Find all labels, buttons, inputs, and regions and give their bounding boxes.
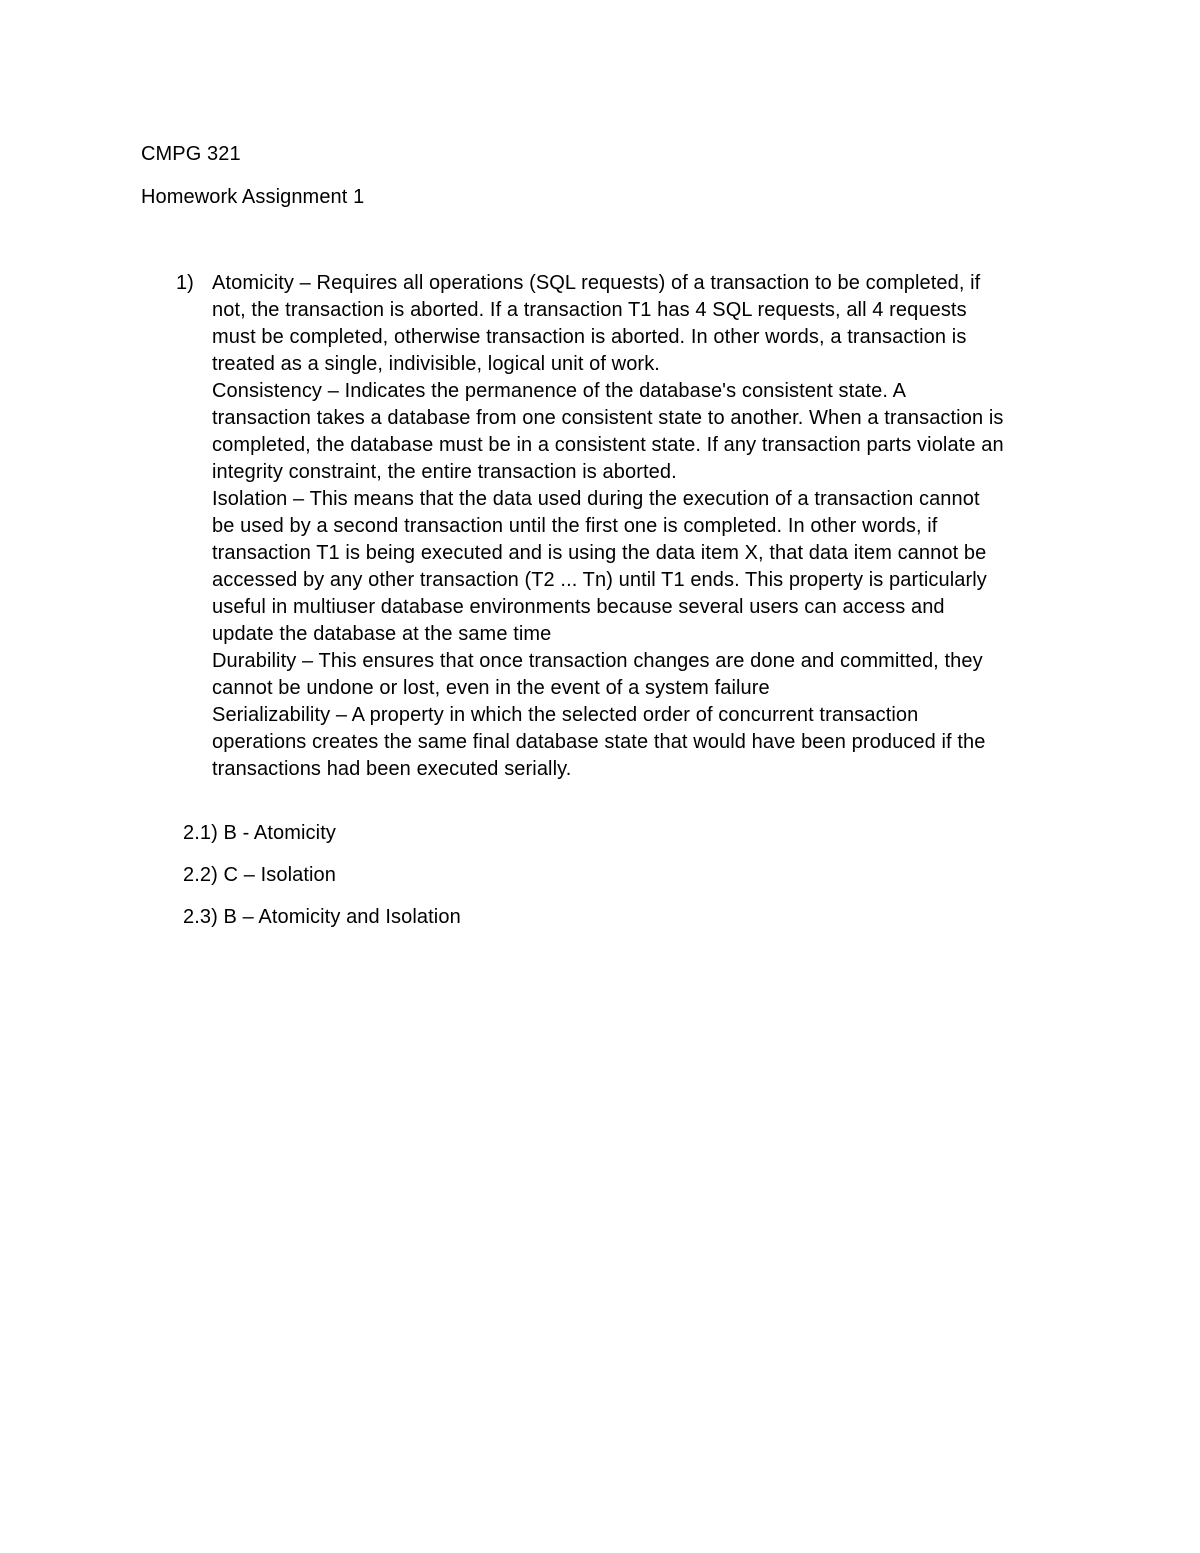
answer-line: Consistency – Indicates the permanence of the database's consistent state. A: [212, 380, 907, 402]
answer-line: transactions had been executed serially.: [212, 758, 572, 780]
question-1-answer: [212, 270, 1072, 783]
answer-line: not, the transaction is aborted. If a transaction T1 has 4 SQL requests, all 4 requests: [212, 299, 967, 321]
answer-2-3: 2.3) B – Atomicity and Isolation: [183, 906, 461, 928]
answer-line: transaction takes a database from one consistent state to another. When a transaction is: [212, 407, 1004, 429]
answer-line: Atomicity – Requires all operations (SQL requests) of a transaction to be completed, if: [212, 272, 981, 294]
answer-line: operations creates the same final database state that would have been produced if the: [212, 731, 986, 753]
course-code: CMPG 321: [141, 143, 241, 165]
answer-line: treated as a single, indivisible, logical unit of work.: [212, 353, 660, 375]
assignment-title: Homework Assignment 1: [141, 186, 365, 208]
answer-line: Durability – This ensures that once transaction changes are done and committed, they: [212, 650, 983, 672]
question-1-number: 1): [176, 272, 194, 294]
answer-line: useful in multiuser database environments because several users can access and: [212, 596, 945, 618]
answer-line: transaction T1 is being executed and is using the data item X, that data item cannot be: [212, 542, 987, 564]
answer-line: Serializability – A property in which the selected order of concurrent transaction: [212, 704, 919, 726]
answer-line: be used by a second transaction until the first one is completed. In other words, if: [212, 515, 938, 537]
answer-line: update the database at the same time: [212, 623, 552, 645]
answer-line: accessed by any other transaction (T2 ... Tn) until T1 ends. This property is particularly: [212, 569, 987, 591]
answer-line: integrity constraint, the entire transaction is aborted.: [212, 461, 677, 483]
answer-line: completed, the database must be in a consistent state. If any transaction parts violate an: [212, 434, 1004, 456]
answer-line: must be completed, otherwise transaction is aborted. In other words, a transaction is: [212, 326, 967, 348]
answer-line: Isolation – This means that the data used during the execution of a transaction cannot: [212, 488, 980, 510]
answer-2-2: 2.2) C – Isolation: [183, 864, 336, 886]
answer-2-1: 2.1) B - Atomicity: [183, 822, 336, 844]
answer-line: cannot be undone or lost, even in the event of a system failure: [212, 677, 770, 699]
